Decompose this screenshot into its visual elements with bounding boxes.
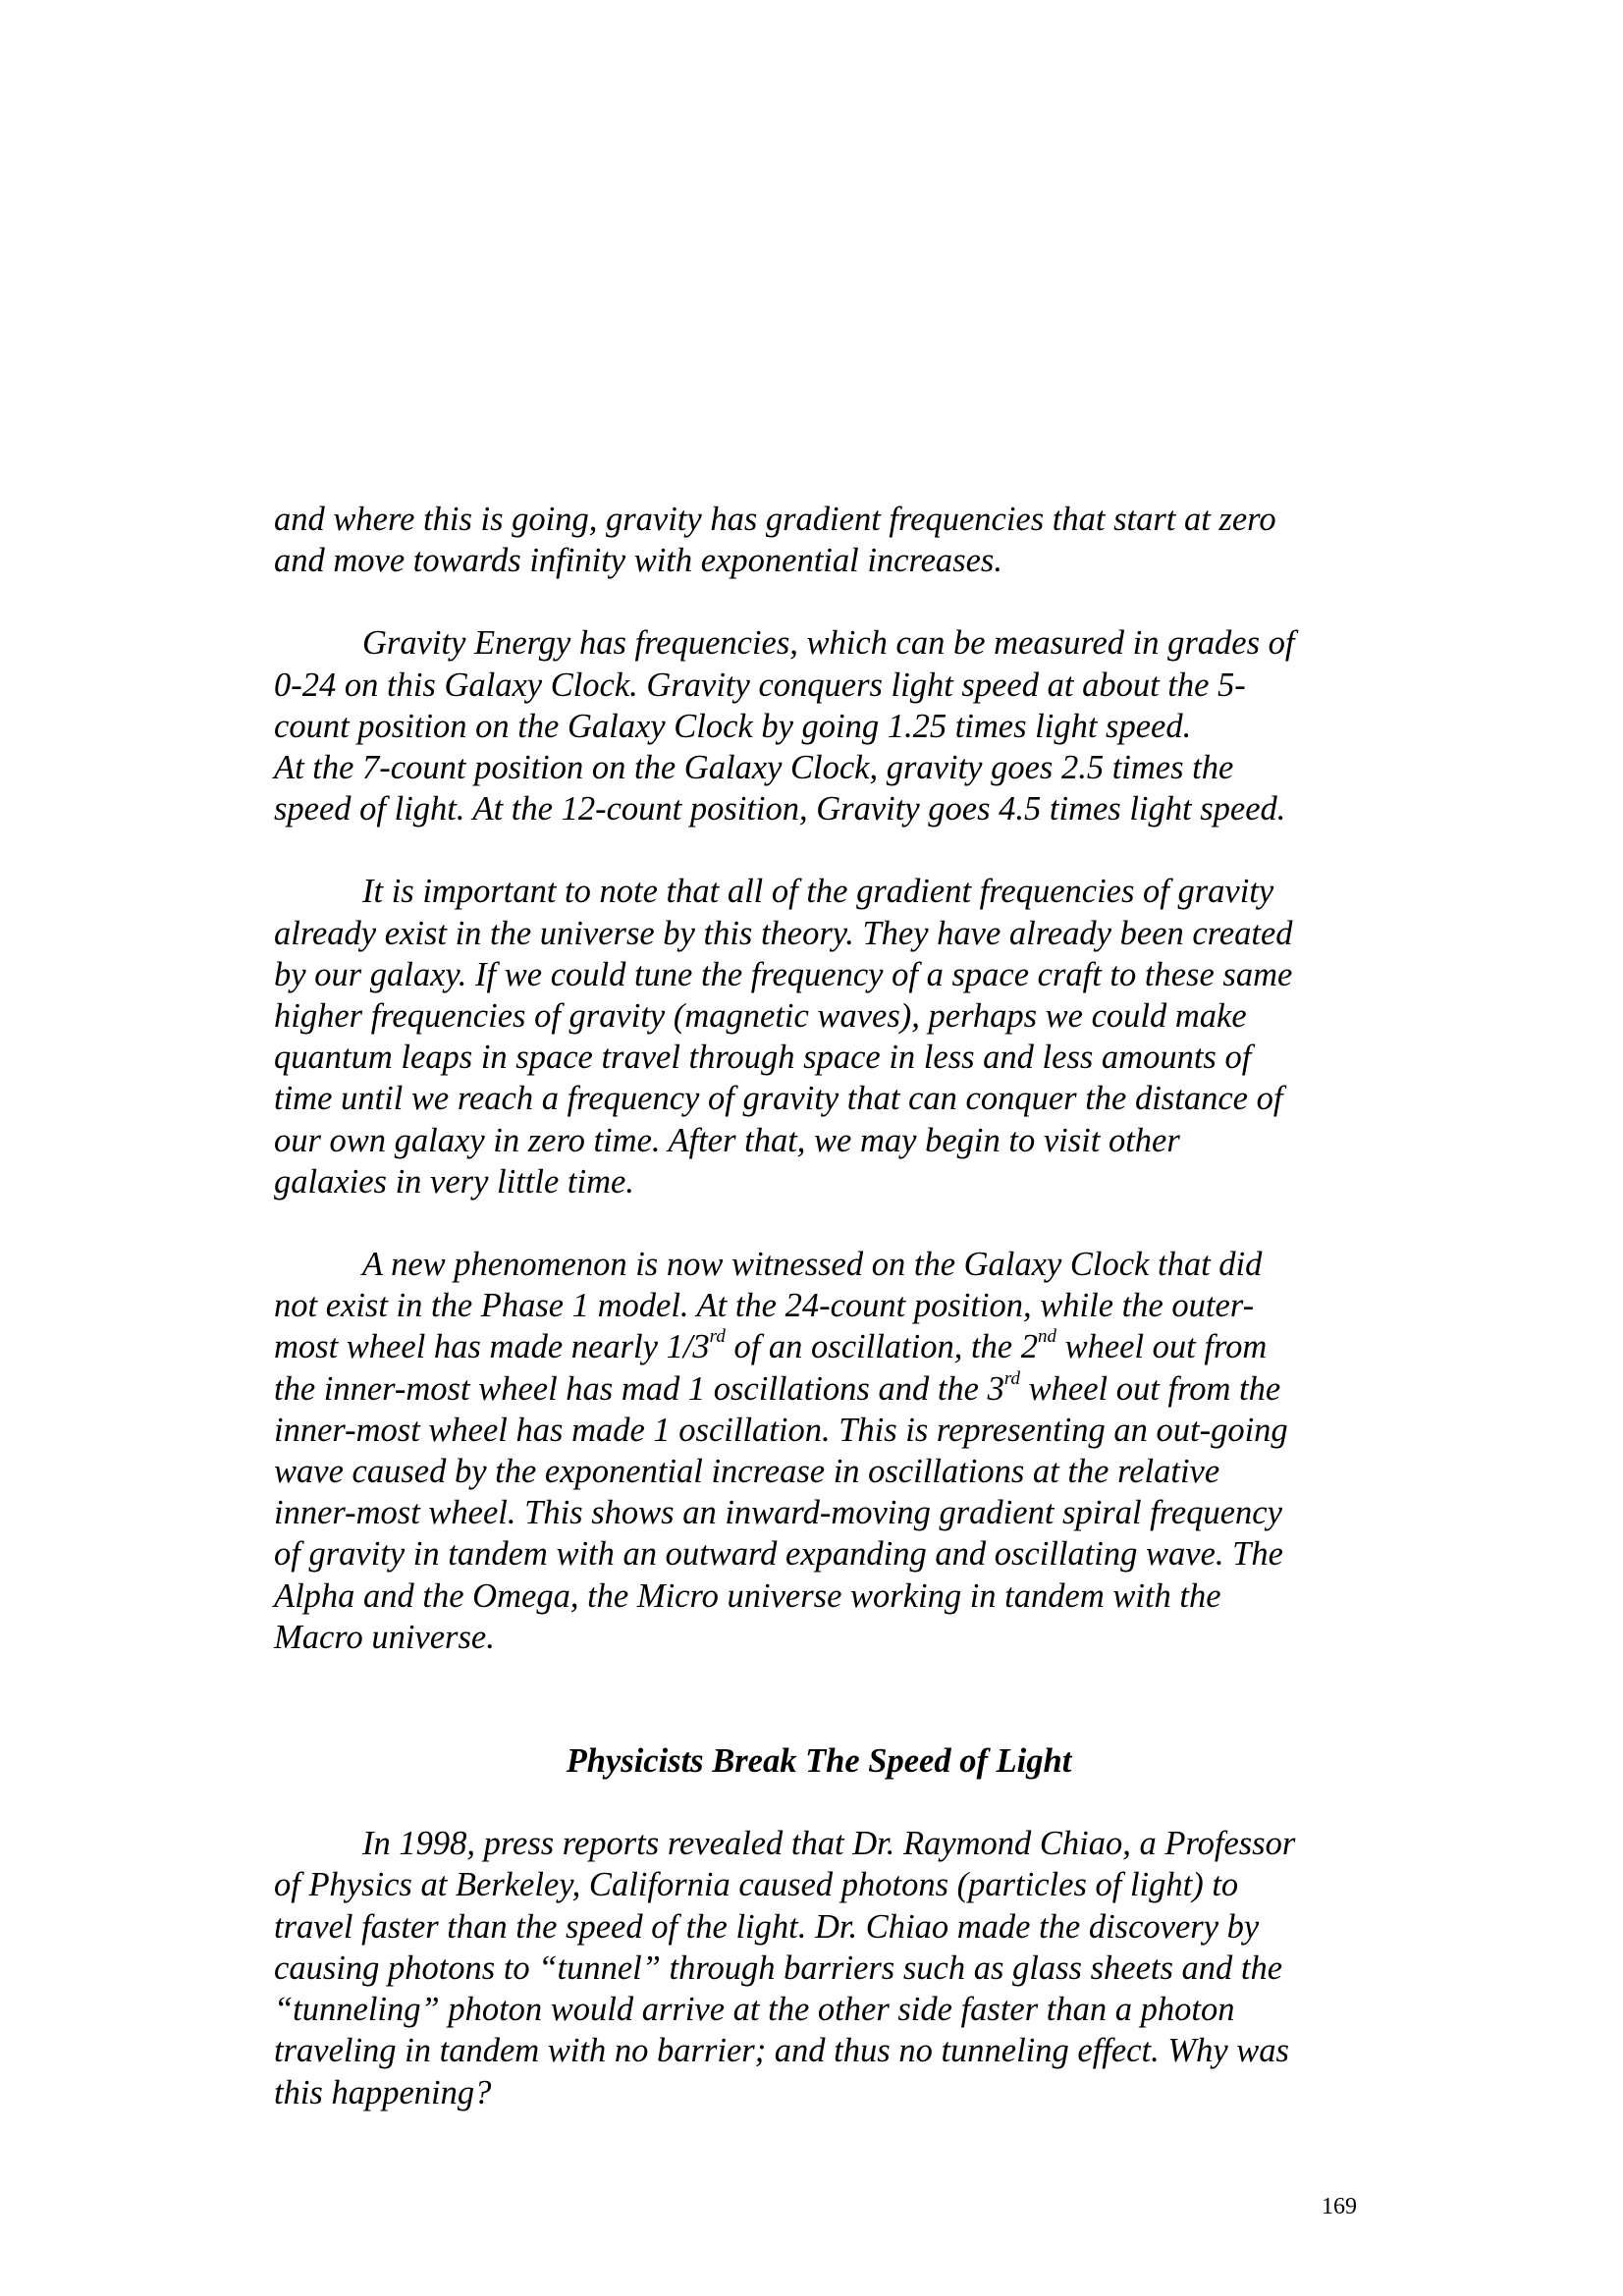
text-line: It is important to note that all of the gradient frequencies of gravity (362, 873, 1274, 911)
paragraph-chiao-experiment (274, 1823, 1364, 2112)
text-line: and where this is going, gravity has gradient frequencies that start at zero (274, 501, 1276, 538)
text-line: inner-most wheel. This shows an inward-moving gradient spiral frequency (274, 1494, 1282, 1532)
text-line: our own galaxy in zero time. After that, we may begin to visit other (274, 1121, 1180, 1159)
text-line: “tunneling” photon would arrive at the other side faster than a photon (274, 1991, 1235, 2029)
text-line: speed of light. At the 12-count position, Gravity goes 4.5 times light speed. (274, 790, 1286, 828)
paragraph-spacer (274, 829, 1364, 871)
text-line (274, 1326, 1364, 1367)
text-line (274, 1368, 1364, 1410)
paragraph-space-travel (274, 871, 1364, 1202)
text-line: inner-most wheel has made 1 oscillation. This is representing an out-going (274, 1411, 1288, 1449)
page-body (274, 499, 1364, 2113)
text-line: by our galaxy. If we could tune the frequency of a space craft to these same (274, 955, 1293, 993)
text-line: galaxies in very little time. (274, 1162, 634, 1201)
paragraph-new-phenomenon (274, 1244, 1364, 1658)
text-line: and move towards infinity with exponential increases. (274, 542, 1002, 580)
text-line: already exist in the universe by this theory. They have already been created (274, 914, 1293, 952)
text-line: 0-24 on this Galaxy Clock. Gravity conquers light speed at about the 5- (274, 666, 1246, 704)
text-line: traveling in tandem with no barrier; and thus no tunneling effect. Why was (274, 2032, 1289, 2070)
text-line: higher frequencies of gravity (magnetic waves), perhaps we could make (274, 997, 1247, 1036)
ordinal-superscript: rd (1003, 1367, 1021, 1389)
text-run: most wheel has made nearly 1/3 (274, 1328, 710, 1366)
text-line: time until we reach a frequency of gravity that can conquer the distance of (274, 1080, 1283, 1118)
text-run: wheel out from the (1020, 1369, 1281, 1408)
text-line: this happening? (274, 2073, 492, 2111)
text-line: not exist in the Phase 1 model. At the 24-count position, while the outer- (274, 1287, 1255, 1325)
ordinal-superscript: nd (1037, 1326, 1056, 1348)
text-line: Alpha and the Omega, the Micro universe working in tandem with the (274, 1576, 1221, 1615)
text-line: Gravity Energy has frequencies, which can be measured in grades of (362, 624, 1295, 663)
text-line: In 1998, press reports revealed that Dr. Raymond Chiao, a Professor (362, 1825, 1296, 1863)
text-line: A new phenomenon is now witnessed on the Galaxy Clock that did (362, 1246, 1263, 1284)
section-spacer (274, 1658, 1364, 1740)
text-line: At the 7-count position on the Galaxy Clock, gravity goes 2.5 times the (274, 749, 1234, 787)
text-line: travel faster than the speed of the light. Dr. Chiao made the discovery by (274, 1907, 1260, 1946)
text-line: of Physics at Berkeley, California caused photons (particles of light) to (274, 1866, 1239, 1904)
text-run: the inner-most wheel has mad 1 oscillations and the 3 (274, 1369, 1004, 1408)
paragraph-spacer (274, 1202, 1364, 1244)
paragraph-continuation (274, 499, 1364, 581)
section-heading: Physicists Break The Speed of Light (566, 1742, 1072, 1781)
text-run: of an oscillation, the 2 (725, 1328, 1038, 1366)
text-line: of gravity in tandem with an outward expanding and oscillating wave. The (274, 1535, 1283, 1574)
text-line: causing photons to “tunnel” through barriers such as glass sheets and the (274, 1949, 1283, 1987)
text-line: wave caused by the exponential increase in oscillations at the relative (274, 1453, 1220, 1491)
text-line: quantum leaps in space travel through space in less and less amounts of (274, 1039, 1252, 1077)
paragraph-spacer (274, 581, 1364, 622)
text-line: count position on the Galaxy Clock by going 1.25 times light speed. (274, 707, 1192, 745)
ordinal-superscript: rd (709, 1326, 726, 1348)
page-number: 169 (1322, 2194, 1357, 2219)
text-run: wheel out from (1055, 1328, 1268, 1366)
text-line: Macro universe. (274, 1618, 495, 1656)
paragraph-gravity-frequencies (274, 622, 1364, 829)
paragraph-spacer (274, 1782, 1364, 1823)
